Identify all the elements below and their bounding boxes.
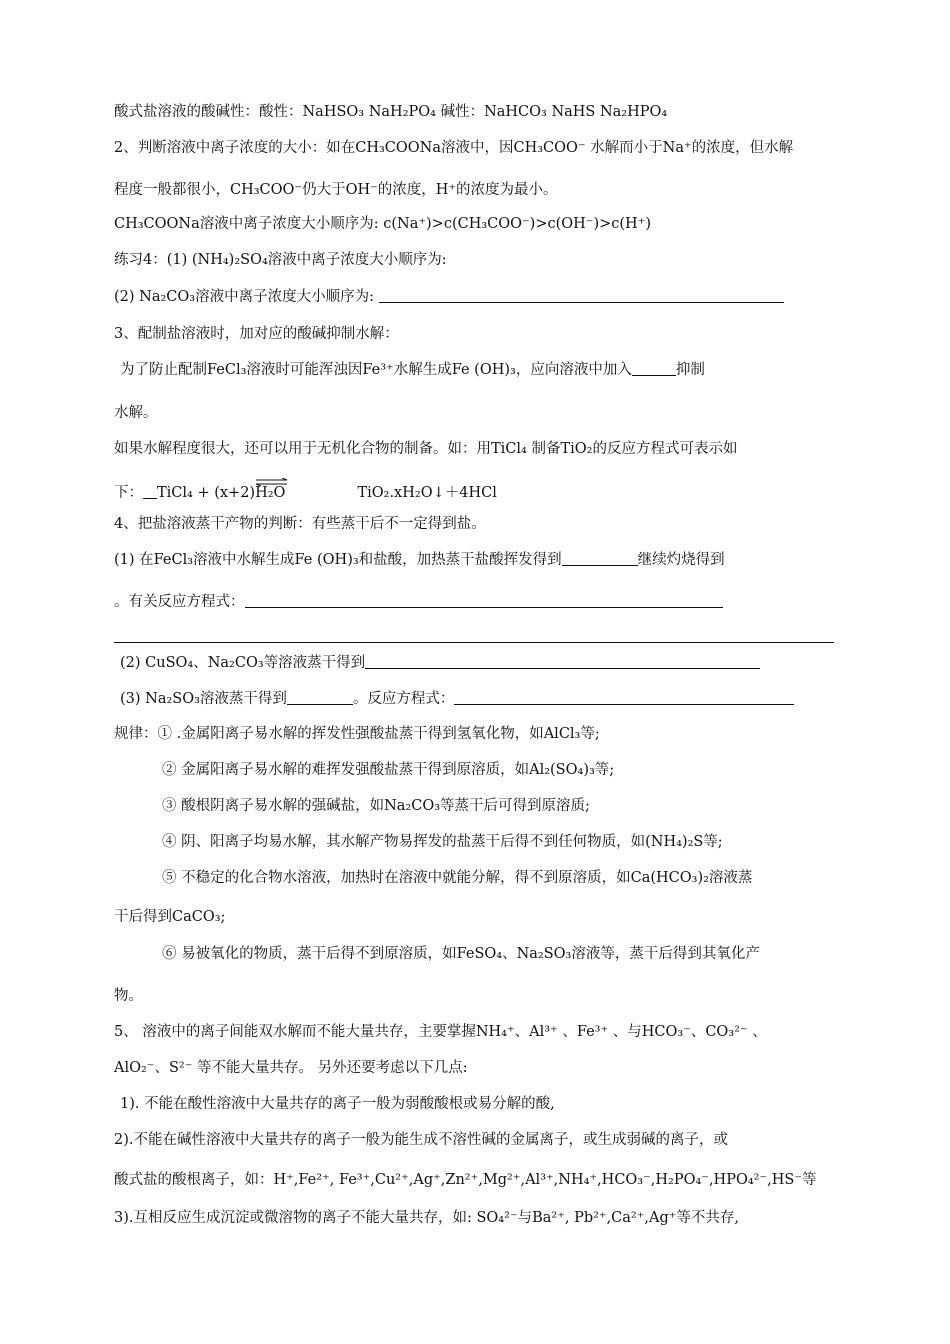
line-text: 。有关反应方程式： bbox=[114, 594, 245, 610]
line-text: 。反应方程式： bbox=[352, 691, 455, 707]
text-line-section2-cont bbox=[114, 180, 840, 200]
text-line-point1 bbox=[120, 1094, 840, 1114]
line-text: 程度一般都很小，CH₃COO⁻仍大于OH⁻的浓度，H⁺的浓度为最小。 bbox=[114, 182, 558, 198]
line-text: (2) CuSO₄、Na₂CO₃等溶液蒸干得到 bbox=[120, 655, 366, 671]
line-text: ② 金属阳离子易水解的难挥发强酸盐蒸干得到原溶质，如Al₂(SO₄)₃等; bbox=[162, 762, 615, 778]
line-text: ④ 阴、阳离子均易水解，其水解产物易挥发的盐蒸干后得不到任何物质，如(NH₄)₂S等; bbox=[162, 834, 723, 850]
text-line-hydrolysis bbox=[114, 403, 840, 423]
line-text: 规律：① .金属阳离子易水解的挥发性强酸盐蒸干得到氢氧化物，如AlCl₃等; bbox=[114, 726, 600, 742]
line-text: 抑制 bbox=[675, 362, 705, 378]
text-line-point2-ions bbox=[114, 1170, 840, 1190]
text-line-rule6-cont bbox=[114, 986, 840, 1006]
text-line-rule5-cont bbox=[114, 907, 840, 927]
line-text: ③ 酸根阴离子易水解的强碱盐，如Na₂CO₃等蒸干后可得到原溶质; bbox=[162, 798, 590, 814]
line-text: 5、 溶液中的离子间能双水解而不能大量共存，主要掌握NH₄⁺、Al³⁺ 、Fe³⁺ 、与HCO₃⁻、CO₃²⁻ 、 bbox=[114, 1024, 767, 1040]
line-text: (1) 在FeCl₃溶液中水解生成Fe (OH)₃和盐酸，加热蒸干盐酸挥发得到 bbox=[114, 552, 562, 568]
text-line-rule3 bbox=[162, 796, 840, 816]
line-text: TiO₂.xH₂O↓＋4HCl bbox=[357, 485, 497, 501]
text-line-ch3coona-order bbox=[114, 214, 840, 234]
text-line-section5-cont bbox=[114, 1058, 840, 1078]
answer-blank[interactable] bbox=[365, 654, 760, 669]
text-line-ticl4 bbox=[114, 439, 840, 459]
text-line-section4-1-eq bbox=[114, 592, 840, 612]
text-line-rule2 bbox=[162, 760, 840, 780]
text-line-section2 bbox=[114, 138, 840, 158]
text-line-fecl3 bbox=[120, 360, 840, 380]
line-text: 酸式盐溶液的酸碱性：酸性：NaHSO₃ NaH₂PO₄ 碱性：NaHCO₃ NaHS Na₂HPO₄ bbox=[114, 104, 668, 120]
text-line-point2 bbox=[114, 1130, 840, 1150]
line-text: ⑥ 易被氧化的物质，蒸干后得不到原溶质，如FeSO₄、Na₂SO₃溶液等，蒸干后得到其氧化产 bbox=[162, 946, 760, 962]
text-line-rule6 bbox=[162, 944, 840, 964]
text-line-section5 bbox=[114, 1022, 840, 1042]
text-line-rule5 bbox=[162, 868, 840, 888]
text-line-section4-1 bbox=[114, 550, 840, 570]
text-line-section3 bbox=[114, 324, 840, 344]
text-line-rule1 bbox=[114, 724, 840, 744]
line-text: CH₃COONa溶液中离子浓度大小顺序为: c(Na⁺)>c(CH₃COO⁻)>c(OH⁻)>c(H⁺) bbox=[114, 216, 651, 232]
line-text: TiCl₄ + (x+2)H₂O bbox=[157, 485, 286, 501]
line-text: 物。 bbox=[114, 988, 143, 1004]
line-text: 水解。 bbox=[114, 405, 158, 421]
text-line-ticl4-equation bbox=[114, 478, 840, 503]
equilibrium-arrow-icon bbox=[255, 478, 289, 486]
line-text: (3) Na₂SO₃溶液蒸干得到 bbox=[120, 691, 287, 707]
line-text: 4、把盐溶液蒸干产物的判断：有些蒸干后不一定得到盐。 bbox=[114, 516, 486, 532]
text-line-exercise4 bbox=[114, 250, 840, 270]
answer-rule[interactable] bbox=[114, 642, 834, 643]
line-text: AlO₂⁻、S²⁻ 等不能大量共存。 另外还要考虑以下几点: bbox=[114, 1060, 468, 1076]
line-text: 为了防止配制FeCl₃溶液时可能浑浊因Fe³⁺水解生成Fe (OH)₃，应向溶液中加入 bbox=[120, 362, 632, 378]
line-text: 下： bbox=[114, 485, 143, 501]
answer-blank[interactable] bbox=[287, 690, 353, 705]
line-text: 3、配制盐溶液时，加对应的酸碱抑制水解： bbox=[114, 326, 399, 342]
line-text: 如果水解程度很大，还可以用于无机化合物的制备。如：用TiCl₄ 制备TiO₂的反应方程式可表示如 bbox=[114, 441, 738, 457]
text-line-acid-salt bbox=[114, 102, 840, 122]
line-text: 练习4：(1) (NH₄)₂SO₄溶液中离子浓度大小顺序为: bbox=[114, 252, 447, 268]
line-text: ⑤ 不稳定的化合物水溶液，加热时在溶液中就能分解，得不到原溶质，如Ca(HCO₃)₂溶液蒸 bbox=[162, 870, 753, 886]
answer-blank[interactable] bbox=[379, 288, 784, 303]
line-text: 干后得到CaCO₃; bbox=[114, 909, 226, 925]
line-text: 继续灼烧得到 bbox=[637, 552, 725, 568]
line-text: 3).互相反应生成沉淀或微溶物的离子不能大量共存，如: SO₄²⁻与Ba²⁺, Pb²⁺,Ca²⁺,Ag⁺等不共存, bbox=[114, 1210, 740, 1226]
line-text: 2、判断溶液中离子浓度的大小：如在CH₃COONa溶液中，因CH₃COO⁻ 水解而小于Na⁺的浓度，但水解 bbox=[114, 140, 794, 156]
line-text: 1). 不能在酸性溶液中大量共存的离子一般为弱酸酸根或易分解的酸, bbox=[120, 1096, 555, 1112]
text-line-section4-3 bbox=[120, 689, 840, 709]
text-line-section4-2 bbox=[120, 653, 840, 673]
text-line-rule4 bbox=[162, 832, 840, 852]
line-text: (2) Na₂CO₃溶液中离子浓度大小顺序为: bbox=[114, 289, 374, 305]
answer-blank[interactable] bbox=[454, 690, 794, 705]
line-text: 2).不能在碱性溶液中大量共存的离子一般为能生成不溶性碱的金属离子，或生成弱碱的离子，或 bbox=[114, 1132, 728, 1148]
answer-blank[interactable] bbox=[143, 484, 157, 499]
answer-blank[interactable] bbox=[562, 551, 638, 566]
text-line-section4 bbox=[114, 514, 840, 534]
text-line-exercise4-2 bbox=[114, 287, 840, 307]
answer-blank[interactable] bbox=[245, 593, 723, 608]
line-text: 酸式盐的酸根离子，如：H⁺,Fe²⁺, Fe³⁺,Cu²⁺,Ag⁺,Zn²⁺,Mg²⁺,Al³⁺,NH₄⁺,HCO₃⁻,H₂PO₄⁻,HPO₄²⁻,HS⁻等 bbox=[114, 1172, 817, 1188]
answer-blank[interactable] bbox=[632, 361, 676, 376]
text-line-point3 bbox=[114, 1208, 840, 1228]
